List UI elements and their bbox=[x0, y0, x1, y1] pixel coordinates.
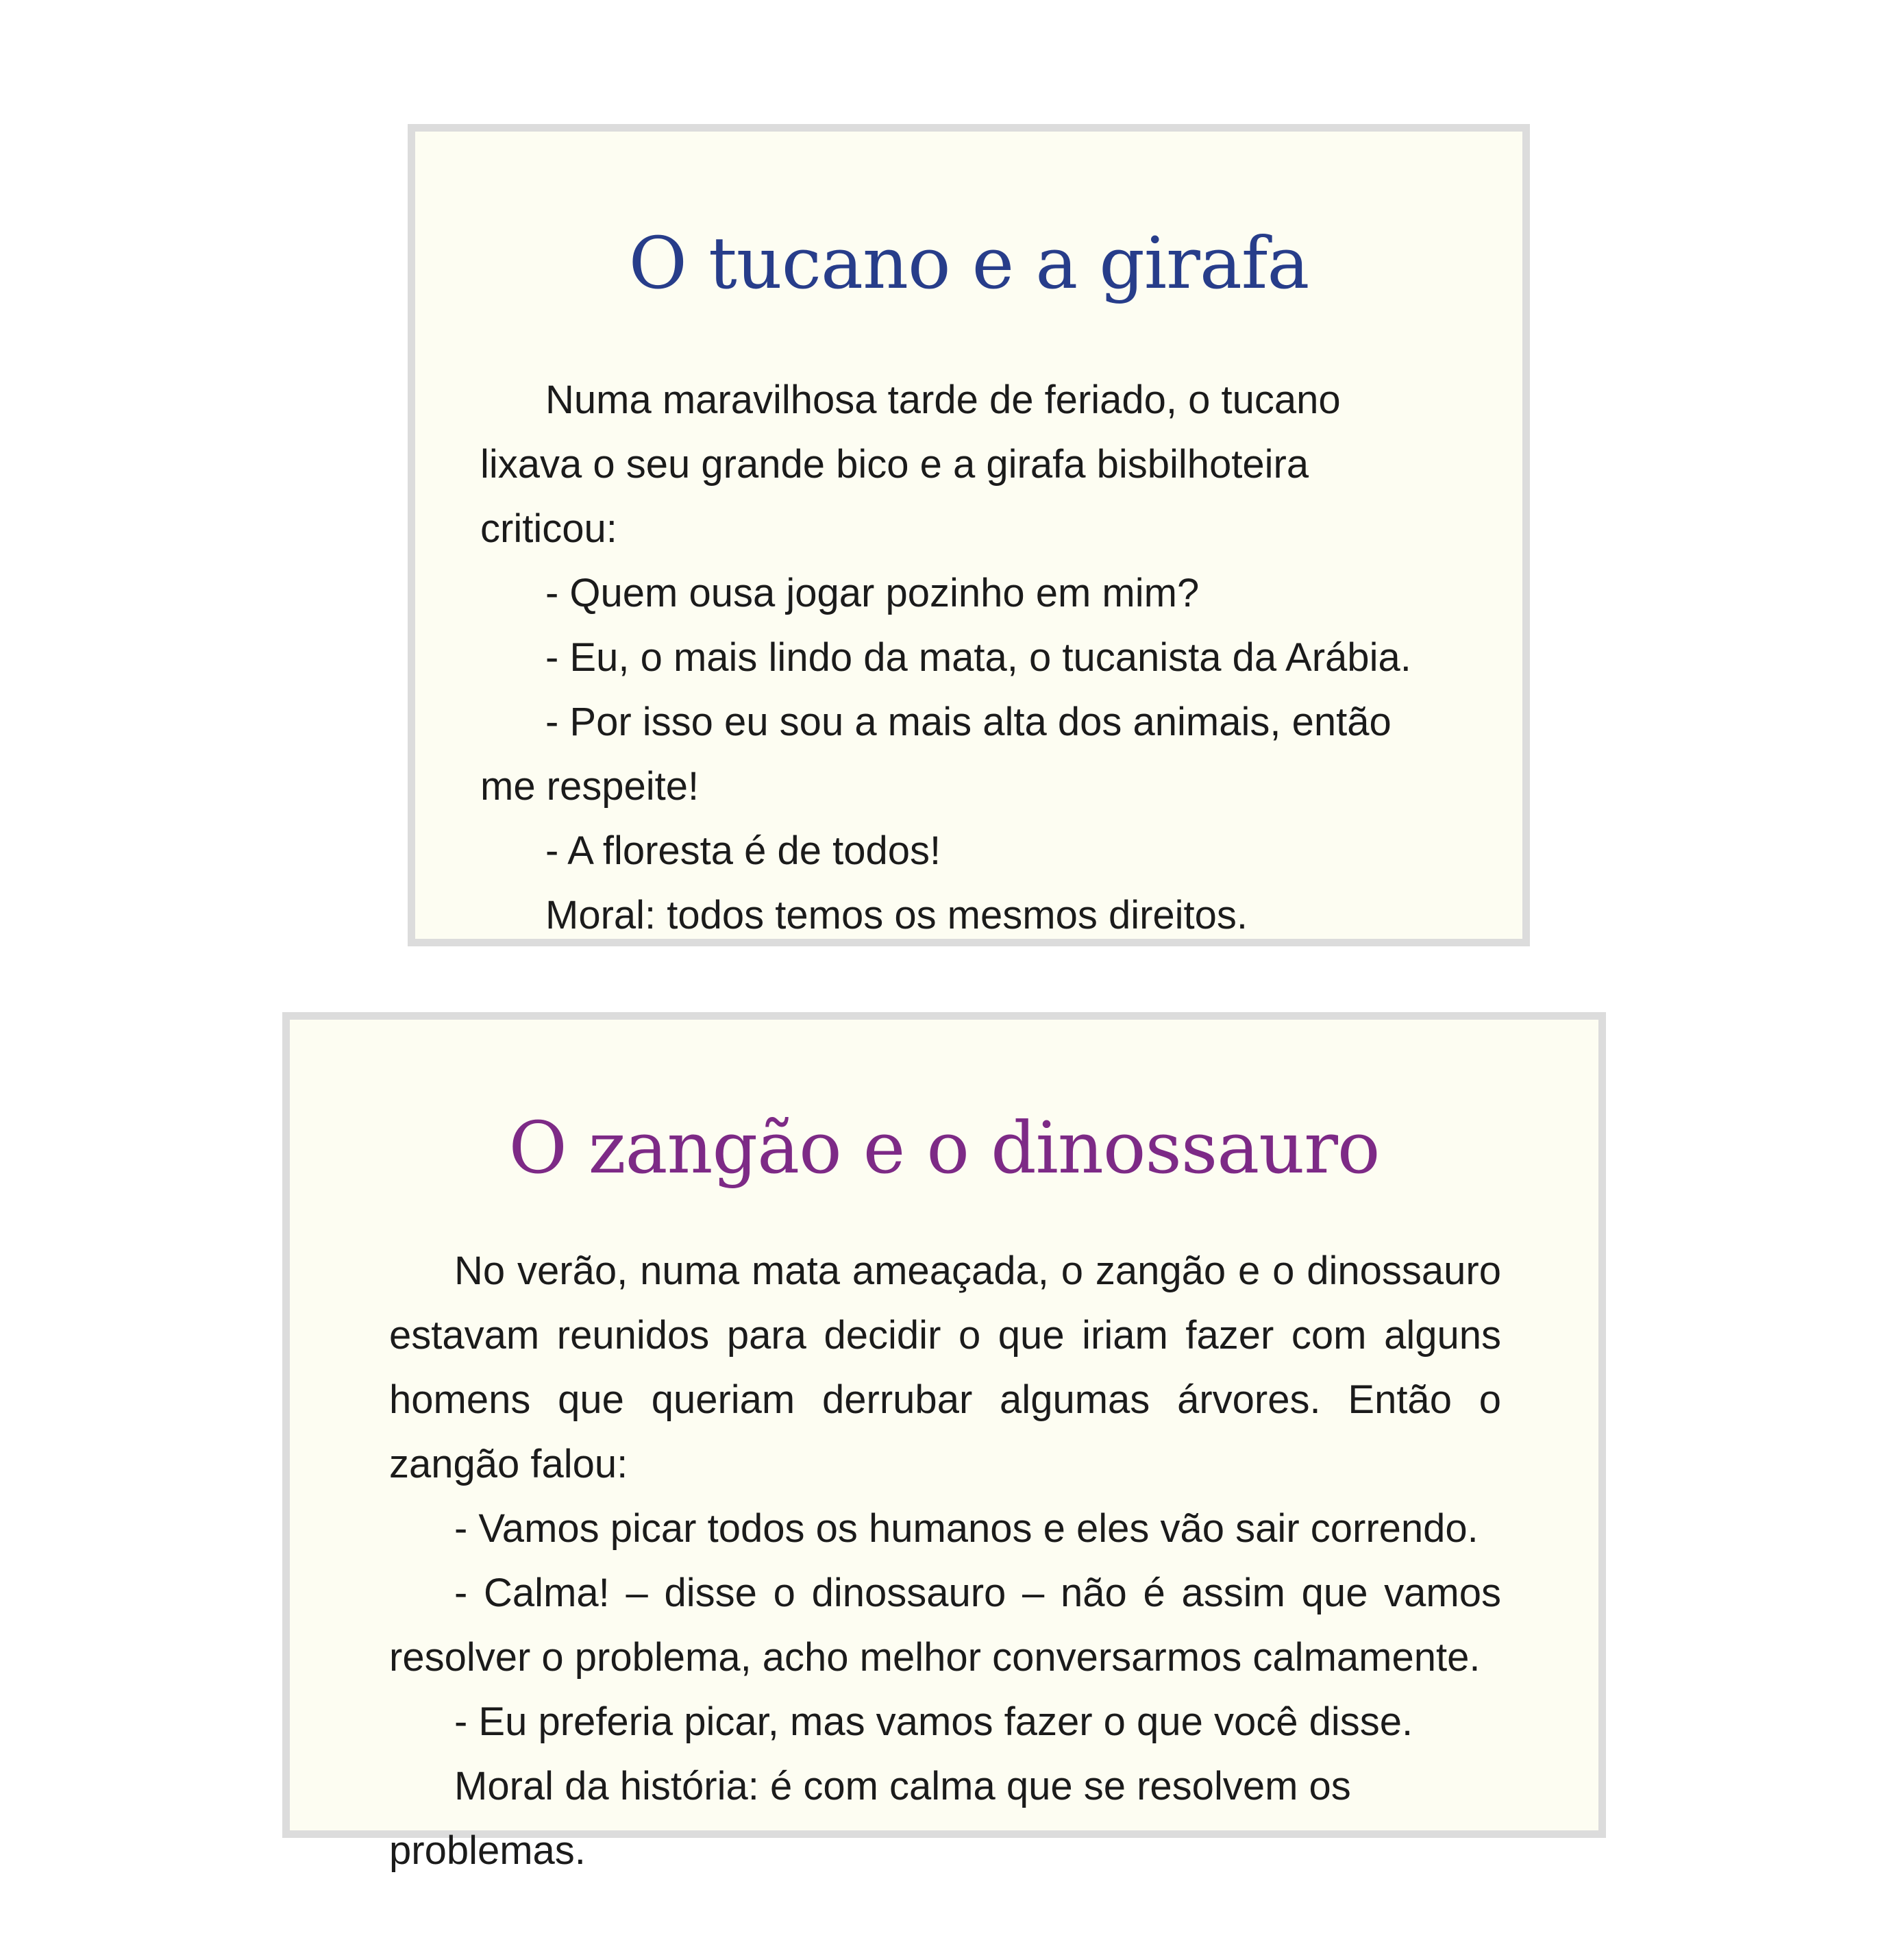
story-title: O zangão e o dinossauro bbox=[508, 1106, 1380, 1190]
story-paragraph: - A floresta é de todos! bbox=[545, 828, 941, 873]
story-card-zangao bbox=[282, 1012, 1606, 1873]
story-paragraph: No verão, numa mata ameaçada, o zangão e o dinossauro estavam reunidos para decidir o que iriam fazer com alguns homens que queriam derrubar algumas árvores. Então o zangão falou: bbox=[389, 1249, 1501, 1486]
story-card-tucano bbox=[408, 124, 1530, 946]
story-paragraph: - Eu preferia picar, mas vamos fazer o que você disse. bbox=[454, 1699, 1413, 1744]
story-paragraph: - Quem ousa jogar pozinho em mim? bbox=[545, 571, 1200, 615]
story-paragraph: - Calma! – disse o dinossauro – não é assim que vamos resolver o problema, acho melhor conversarmos calmamente. bbox=[389, 1571, 1501, 1680]
story-paragraph: - Eu, o mais lindo da mata, o tucanista da Arábia. bbox=[545, 635, 1411, 680]
story-paragraph: - Por isso eu sou a mais alta dos animais, então me respeite! bbox=[480, 700, 1392, 809]
story-moral: Moral: todos temos os mesmos direitos. bbox=[545, 893, 1248, 937]
story-body bbox=[480, 368, 1433, 948]
story-body bbox=[389, 1239, 1501, 1883]
story-title: O tucano e a girafa bbox=[628, 221, 1309, 305]
story-moral: Moral da história: é com calma que se resolvem os problemas. bbox=[389, 1764, 1351, 1873]
story-paragraph: - Vamos picar todos os humanos e eles vão sair correndo. bbox=[454, 1506, 1479, 1551]
story-paragraph: Numa maravilhosa tarde de feriado, o tucano lixava o seu grande bico e a girafa bisbilhoteira criticou: bbox=[480, 378, 1341, 551]
